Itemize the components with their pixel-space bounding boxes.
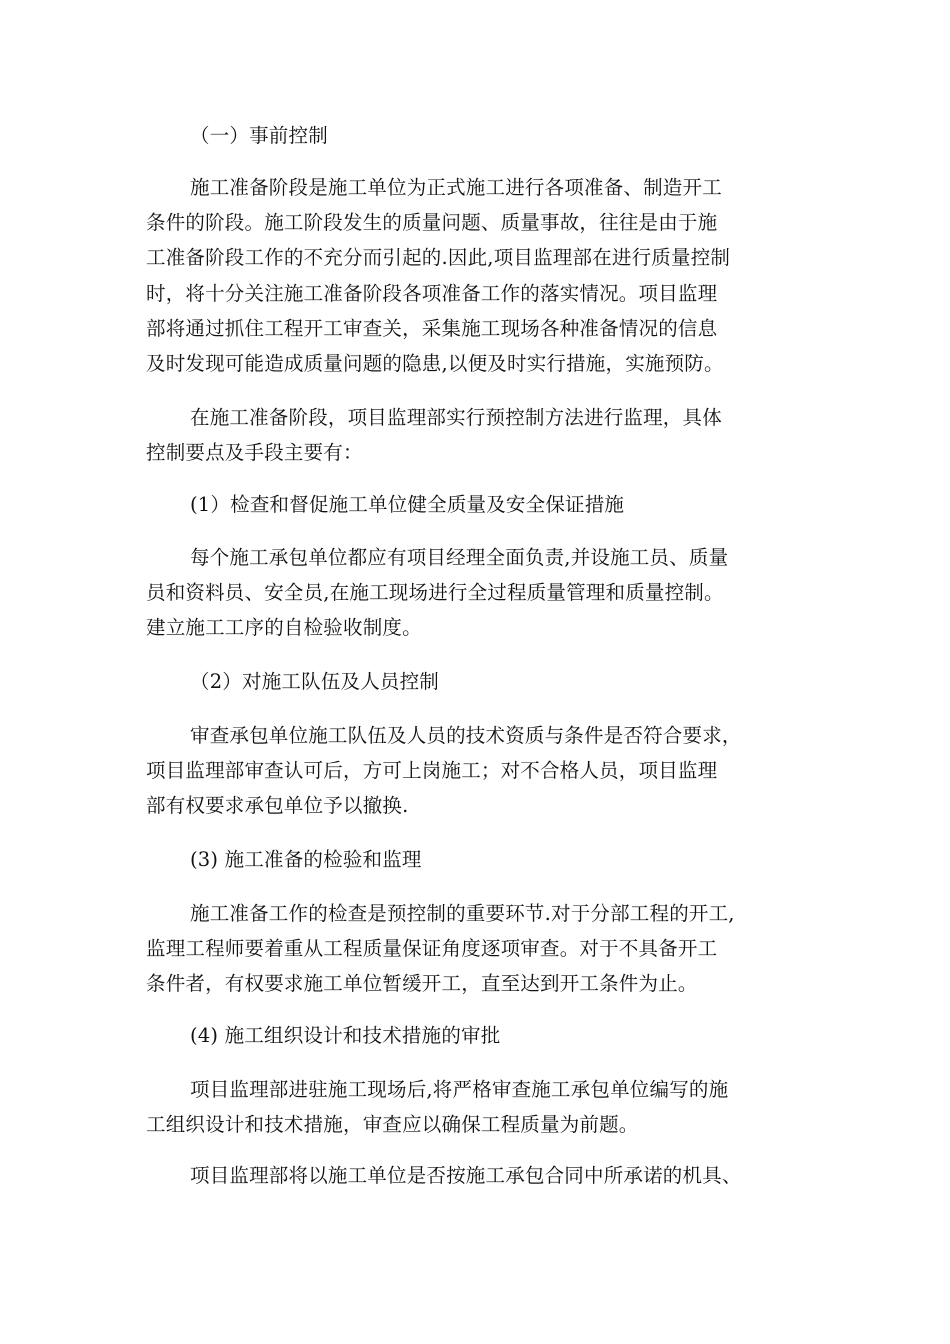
- paragraph-line: 时，将十分关注施工准备阶段各项准备工作的落实情况。项目监理: [146, 282, 718, 305]
- paragraph-line: 项目监理部将以施工单位是否按施工承包合同中所承诺的机具、: [190, 1164, 742, 1187]
- paragraph-line: 条件的阶段。施工阶段发生的质量问题、质量事故，往往是由于施: [146, 211, 718, 234]
- section-heading: （一）事前控制: [190, 124, 328, 147]
- paragraph-line: 项目监理部审查认可后，方可上岗施工；对不合格人员，项目监理: [146, 759, 718, 782]
- subsection-heading: (3) 施工准备的检验和监理: [190, 848, 422, 871]
- subsection-heading: (1）检查和督促施工单位健全质量及安全保证措施: [190, 493, 625, 516]
- paragraph-line: 及时发现可能造成质量问题的隐患,以便及时实行措施，实施预防。: [146, 352, 724, 375]
- subsection-heading: （2）对施工队伍及人员控制: [190, 670, 440, 693]
- paragraph-line: 每个施工承包单位都应有项目经理全面负责,并设施工员、质量: [190, 546, 729, 569]
- paragraph-line: 工准备阶段工作的不充分而引起的.因此,项目监理部在进行质量控制: [146, 246, 731, 269]
- paragraph-line: 工组织设计和技术措施，审查应以确保工程质量为前题。: [146, 1113, 639, 1136]
- paragraph-line: 施工准备阶段是施工单位为正式施工进行各项准备、制造开工: [190, 176, 722, 199]
- subsection-heading: (4) 施工组织设计和技术措施的审批: [190, 1024, 501, 1047]
- paragraph-line: 项目监理部进驻施工现场后,将严格审查施工承包单位编写的施: [190, 1078, 729, 1101]
- paragraph-line: 控制要点及手段主要有：: [146, 441, 363, 464]
- paragraph-line: 建立施工工序的自检验收制度。: [146, 616, 422, 639]
- paragraph-line: 监理工程师要着重从工程质量保证角度逐项审查。对于不具备开工: [146, 937, 718, 960]
- paragraph-line: 员和资料员、安全员,在施工现场进行全过程质量管理和质量控制。: [146, 581, 724, 604]
- paragraph-line: 部将通过抓住工程开工审查关，采集施工现场各种准备情况的信息: [146, 317, 718, 340]
- paragraph-line: 条件者，有权要求施工单位暂缓开工，直至达到开工条件为止。: [146, 972, 698, 995]
- paragraph-line: 部有权要求承包单位予以撤换.: [146, 794, 409, 817]
- paragraph-line: 在施工准备阶段，项目监理部实行预控制方法进行监理，具体: [190, 406, 722, 429]
- paragraph-line: 施工准备工作的检查是预控制的重要环节.对于分部工程的开工,: [190, 902, 735, 925]
- paragraph-line: 审查承包单位施工队伍及人员的技术资质与条件是否符合要求，: [190, 724, 742, 747]
